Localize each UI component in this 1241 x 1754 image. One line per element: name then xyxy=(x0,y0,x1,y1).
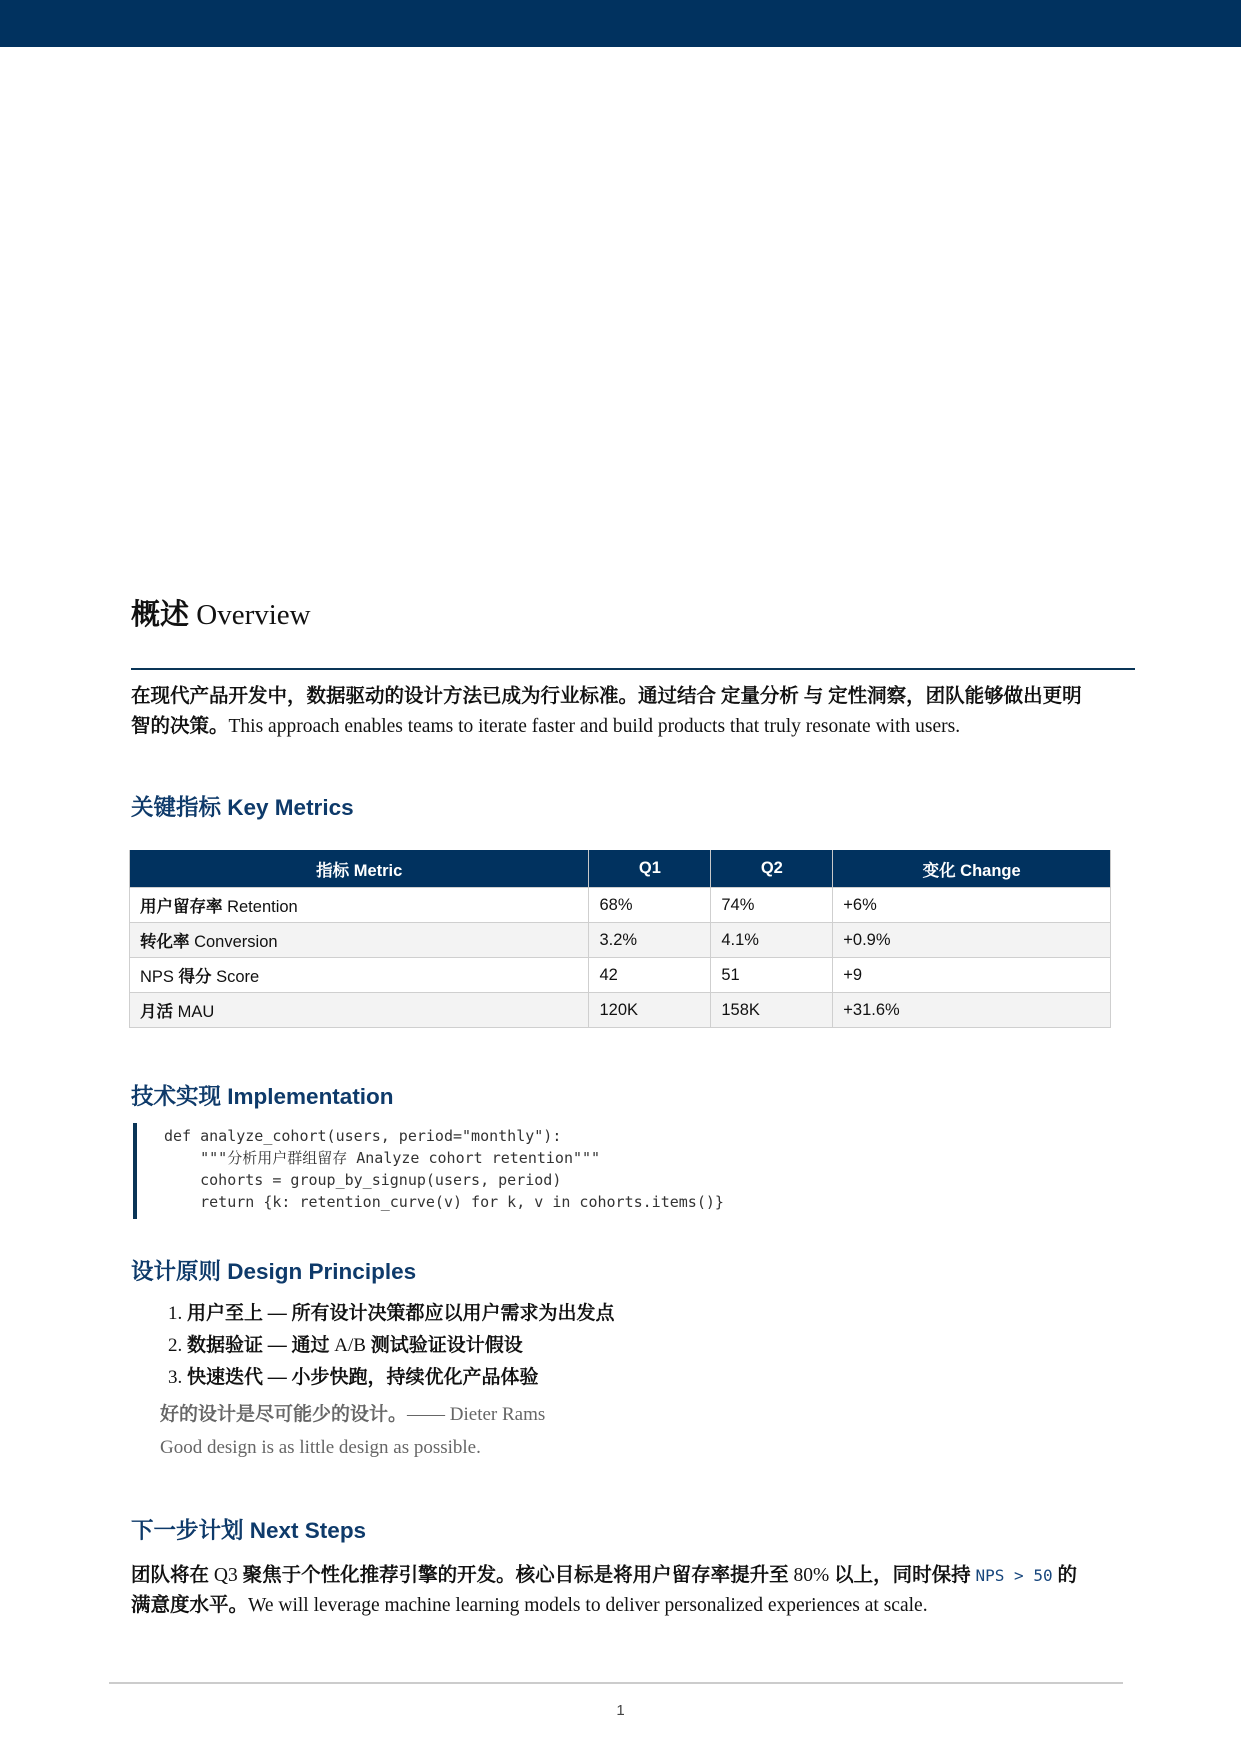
overview-paragraph xyxy=(131,682,1141,742)
overview-divider xyxy=(131,668,1135,670)
metric-cell xyxy=(130,958,589,993)
list-text: 用户至上 — 所有设计决策都应以用户需求为出发点 xyxy=(187,1303,615,1324)
metrics-table xyxy=(129,850,1111,1028)
quote-cjk xyxy=(160,1399,545,1426)
table-row xyxy=(130,923,1111,958)
design-principles-heading-en: Design Principles xyxy=(227,1259,417,1284)
metric-cjk: 月活 xyxy=(140,1003,173,1021)
quote-text-cjk: 好的设计是尽可能少的设计。 xyxy=(160,1404,408,1425)
list-item xyxy=(168,1330,615,1362)
implementation-heading-cjk: 技术实现 xyxy=(131,1084,222,1109)
metric-cjk: 用户留存率 xyxy=(140,898,223,916)
overview-heading-cjk: 概述 xyxy=(131,599,190,631)
q1-cell: 68% xyxy=(589,888,711,923)
code-block xyxy=(133,1123,1037,1219)
code-line: return {k: retention_curve(v) for k, v in cohorts.items()} xyxy=(164,1193,724,1211)
list-number: 2. xyxy=(168,1335,183,1356)
design-principles-heading xyxy=(131,1254,416,1286)
metric-cjk: 转化率 xyxy=(140,933,190,951)
overview-text-cjk-1: 在现代产品开发中，数据驱动的设计方法已成为行业标准。通过结合 定量分析 与 定性洞察，团队能够做出更明 xyxy=(131,686,1082,707)
code-line: cohorts = group_by_signup(users, period) xyxy=(164,1171,562,1189)
column-header-q2: Q2 xyxy=(711,850,833,888)
next-steps-heading-cjk: 下一步计划 xyxy=(131,1518,244,1543)
next-steps-target-pct: 80% xyxy=(793,1565,830,1586)
table-row xyxy=(130,888,1111,923)
table-row xyxy=(130,993,1111,1028)
table-row xyxy=(130,958,1111,993)
key-metrics-heading-cjk: 关键指标 xyxy=(131,795,222,820)
metric-prefix: NPS xyxy=(140,968,174,986)
change-cell: +6% xyxy=(833,888,1111,923)
key-metrics-heading-en: Key Metrics xyxy=(227,795,354,820)
q2-cell: 158K xyxy=(711,993,833,1028)
metric-cell xyxy=(130,923,589,958)
quote-attribution: —— Dieter Rams xyxy=(407,1404,546,1425)
inline-code-nps: NPS > 50 xyxy=(975,1566,1053,1585)
metric-en: MAU xyxy=(177,1003,215,1021)
list-text-ab: A/B xyxy=(334,1335,366,1356)
page-number: 1 xyxy=(616,1702,625,1719)
code-line: def analyze_cohort(users, period="monthly"): xyxy=(164,1127,562,1145)
q2-cell: 4.1% xyxy=(711,923,833,958)
list-item xyxy=(168,1362,615,1394)
column-header-change: 变化 Change xyxy=(833,850,1111,888)
column-header-metric: 指标 Metric xyxy=(130,850,589,888)
q2-cell: 74% xyxy=(711,888,833,923)
next-steps-quarter: Q3 xyxy=(213,1565,238,1586)
metric-en: Retention xyxy=(227,898,298,916)
list-item xyxy=(168,1298,615,1330)
next-steps-heading xyxy=(131,1513,366,1545)
footer-divider xyxy=(109,1682,1123,1684)
list-text: 数据验证 — 通过 xyxy=(187,1335,335,1356)
next-steps-paragraph xyxy=(131,1561,1141,1621)
implementation-heading xyxy=(131,1079,394,1111)
list-text: 测试验证设计假设 xyxy=(365,1335,523,1356)
q2-cell: 51 xyxy=(711,958,833,993)
next-steps-text: 满意度水平。 xyxy=(131,1595,249,1616)
metric-cjk: 得分 xyxy=(178,968,212,986)
metric-cell xyxy=(130,993,589,1028)
top-banner xyxy=(0,0,1241,47)
quote-english: Good design is as little design as possible. xyxy=(160,1437,481,1458)
key-metrics-heading xyxy=(131,790,354,822)
q1-cell: 120K xyxy=(589,993,711,1028)
next-steps-text: 团队将在 xyxy=(131,1565,214,1586)
list-text: 快速迭代 — 小步快跑，持续优化产品体验 xyxy=(187,1367,539,1388)
code-line: """分析用户群组留存 Analyze cohort retention""" xyxy=(164,1149,601,1167)
principles-list xyxy=(131,1298,615,1394)
list-number: 1. xyxy=(168,1303,183,1324)
list-number: 3. xyxy=(168,1367,183,1388)
next-steps-heading-en: Next Steps xyxy=(249,1518,367,1543)
next-steps-text: 的 xyxy=(1052,1565,1077,1586)
overview-text-en: This approach enables teams to iterate faster and build products that truly resonate with users. xyxy=(228,716,961,737)
table-header-row xyxy=(130,850,1111,888)
column-header-q1: Q1 xyxy=(589,850,711,888)
next-steps-text-en: We will leverage machine learning models to deliver personalized experiences at scale. xyxy=(248,1595,928,1616)
next-steps-text: 聚焦于个性化推荐引擎的开发。核心目标是将用户留存率提升至 xyxy=(237,1565,794,1586)
overview-text-cjk-2: 智的决策。 xyxy=(131,716,229,737)
implementation-heading-en: Implementation xyxy=(227,1084,394,1109)
overview-heading-en: Overview xyxy=(196,599,311,631)
next-steps-text: 以上，同时保持 xyxy=(829,1565,976,1586)
overview-heading xyxy=(131,592,311,633)
change-cell: +31.6% xyxy=(833,993,1111,1028)
design-principles-heading-cjk: 设计原则 xyxy=(131,1259,222,1284)
q1-cell: 42 xyxy=(589,958,711,993)
metric-en: Score xyxy=(216,968,260,986)
metric-en: Conversion xyxy=(194,933,278,951)
change-cell: +9 xyxy=(833,958,1111,993)
change-cell: +0.9% xyxy=(833,923,1111,958)
metric-cell xyxy=(130,888,589,923)
q1-cell: 3.2% xyxy=(589,923,711,958)
